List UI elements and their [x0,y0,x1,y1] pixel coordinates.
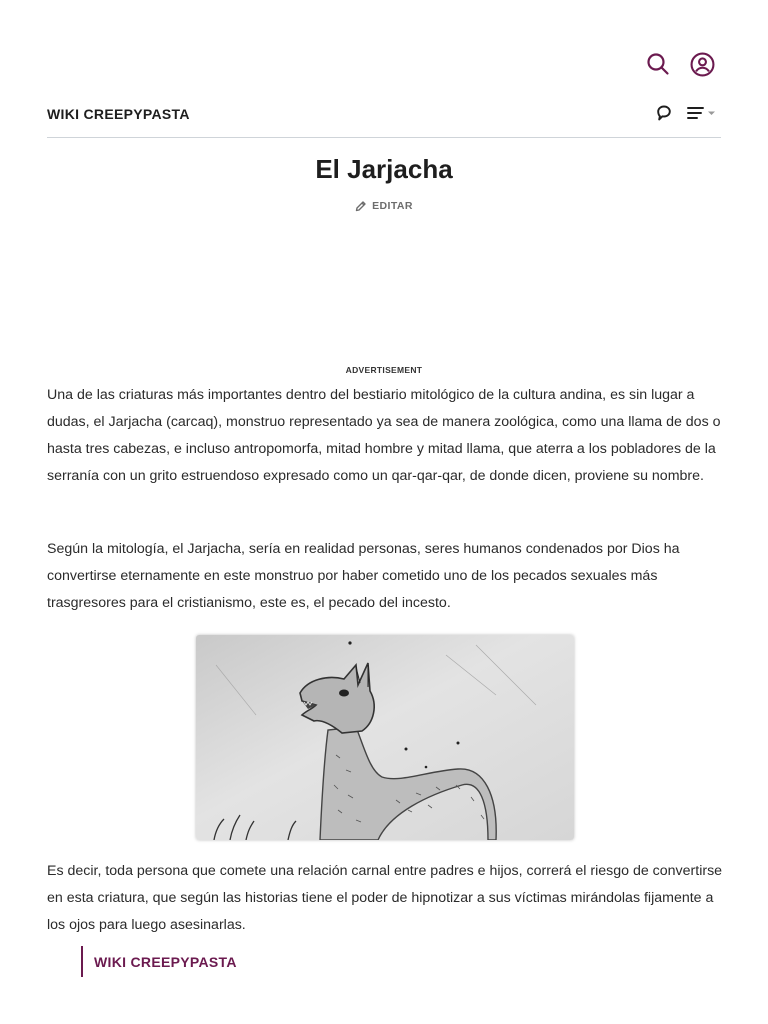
footer-wiki-name: WIKI CREEPYPASTA [94,953,237,970]
page-title: El Jarjacha [315,154,453,184]
article-paragraph: Según la mitología, el Jarjacha, sería en realidad personas, seres humanos condenados por Dios ha convertirse eternamente en este monstruo por haber cometido uno de los pecados sexuales más trasgresores para el cristianismo, este es, el pecado del incesto. [47,541,680,611]
user-icon[interactable] [688,50,716,78]
search-icon[interactable] [644,50,672,78]
wiki-tools [655,104,717,122]
article-paragraph: Una de las criaturas más importantes dentro del bestiario mitológico de la cultura andina, es sin lugar a dudas, el Jarjacha (carcaq), monstruo representado ya sea de manera zoológica, como una llama de dos o hasta tres cabezas, e incluso antropomorfa, mitad hombre y mitad llama, que aterra a los pobladores de la serranía con un grito estruendoso expresado como un qar-qar-qar, de donde dicen, proviene su nombre. [47,387,721,484]
edit-button[interactable] [0,200,768,212]
article-image[interactable] [196,635,574,840]
wiki-name-link[interactable]: WIKI CREEPYPASTA [47,106,190,122]
top-icons [644,50,716,78]
discussions-icon[interactable] [655,104,673,122]
toc-icon[interactable] [687,104,717,122]
article-paragraph: Es decir, toda persona que comete una relación carnal entre padres e hijos, correrá el riesgo de convertirse en esta criatura, que según las historias tiene el poder de hipnotizar a sus víctimas mirándolas fijamente a los ojos para luego asesinarlas. [47,863,723,933]
wiki-bar [47,104,721,138]
footer-wiki-link[interactable] [81,946,237,977]
edit-label: EDITAR [372,200,413,212]
advertisement-label: ADVERTISEMENT [345,365,423,375]
pencil-icon [355,200,367,212]
